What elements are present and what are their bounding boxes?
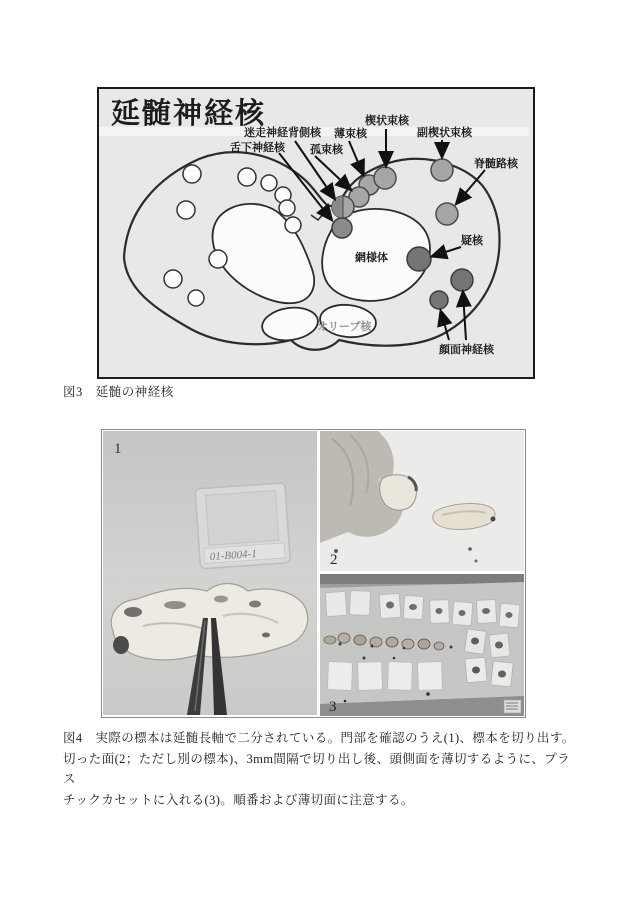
label-spinal-tract: 脊髄路核 <box>474 158 518 170</box>
figure3-panel <box>97 87 535 379</box>
photo-1-background <box>103 431 317 715</box>
figure4-caption-line1: 図4 実際の標本は延髄長軸で二分されている。門部を確認のうえ(1)、標本を切り出す。 <box>63 731 575 745</box>
cassette <box>195 483 290 569</box>
tray-back-edge <box>320 574 524 584</box>
label-ambiguus: 疑核 <box>461 235 483 247</box>
midline-notch <box>311 211 326 220</box>
photo-3 <box>320 574 524 716</box>
photo-2-number: 2 <box>330 552 338 568</box>
cassette-label: 01-B004-1 <box>209 547 258 564</box>
photo-3-number: 3 <box>329 699 337 715</box>
figure4-caption <box>63 728 575 810</box>
figure4-montage <box>102 430 525 717</box>
photo-1-image <box>103 431 317 715</box>
figure3-title: 延髄神経核 <box>111 98 267 130</box>
held-specimen-piece <box>380 475 417 510</box>
speck <box>344 700 347 703</box>
medulla-diagram <box>99 89 529 373</box>
dorsal-vagal-shape <box>332 196 354 218</box>
photo-3-image <box>320 574 524 716</box>
figure4-caption-line3: チックカセットに入れる(3)。順番および薄切面に注意する。 <box>63 792 414 807</box>
photo-2 <box>320 431 524 571</box>
label-dorsal-vagal: 迷走神経背側核 <box>244 127 321 139</box>
arrow-solitary <box>315 156 350 189</box>
spinal-tract-shape <box>436 203 458 225</box>
photo-2-image <box>320 431 524 571</box>
olive-left-shape <box>260 304 320 343</box>
arrow-gracile <box>349 141 363 174</box>
accessory-cuneate-shape <box>431 159 453 181</box>
facial-upper-shape <box>451 269 473 291</box>
speck <box>468 547 472 551</box>
photo-1-number: 1 <box>114 441 122 457</box>
cuneate-nucleus-shape <box>374 167 396 189</box>
label-solitary: 孤束核 <box>310 144 343 156</box>
ambiguus-shape <box>407 247 431 271</box>
label-accessory-cuneate: 副楔状束核 <box>417 127 472 139</box>
label-facial: 顔面神経核 <box>439 344 494 356</box>
facial-lower-shape <box>430 291 448 309</box>
figure3-caption: 図3 延髄の神経核 <box>63 385 174 399</box>
arrow-facial-lower <box>441 312 449 340</box>
label-hypoglossal: 舌下神経核 <box>230 142 285 154</box>
label-cuneate: 楔状束核 <box>365 115 409 127</box>
arrow-ambiguus <box>433 247 461 256</box>
label-reticular: 網様体 <box>355 252 388 264</box>
figure4-caption-line2: 切った面(2；ただし別の標本)、3mm間隔で切り出し後、頭側面を薄切するように、プラス <box>63 751 571 786</box>
label-olive: オリーブ核 <box>317 321 372 333</box>
speck <box>475 560 478 563</box>
label-gracile: 薄束核 <box>334 128 367 140</box>
hypoglossal-shape <box>332 218 352 238</box>
photo-1 <box>103 431 317 715</box>
